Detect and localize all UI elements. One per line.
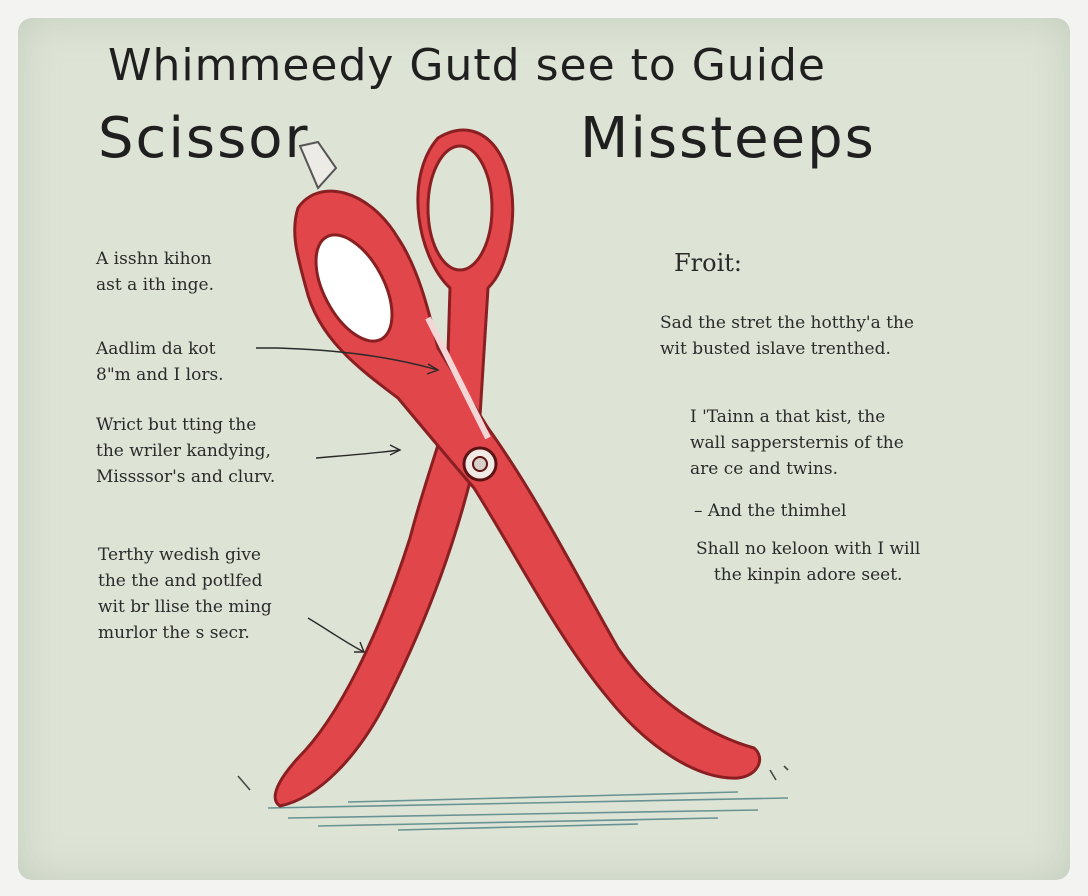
left-note-2-line2: 8"m and I lors. — [96, 365, 224, 385]
left-note-4-line1: Terthy wedish give — [98, 545, 261, 565]
page-title-line1: Whimmeedy Gutd see to Guide — [108, 40, 827, 91]
right-block-2-line3: are ce and twins. — [690, 459, 838, 479]
right-block-2-line1: I 'Tainn a that kist, the — [690, 407, 886, 427]
left-note-3 — [96, 412, 275, 490]
left-note-3-line1: Wrict but tting the — [96, 415, 257, 435]
right-block-1-line1: Sad the stret the hotthy'a the — [660, 313, 914, 333]
left-note-2 — [96, 336, 224, 388]
right-heading: Froit: — [674, 249, 742, 277]
left-note-4 — [98, 542, 272, 646]
right-dash-line: – And the thimhel — [694, 501, 847, 521]
left-note-2-line1: Aadlim da kot — [96, 339, 216, 359]
pivot-screw — [464, 448, 496, 480]
right-block-1-line2: wit busted islave trenthed. — [660, 339, 891, 359]
left-note-4-line3: wit br llise the ming — [98, 597, 272, 617]
right-block-3 — [696, 536, 920, 588]
left-note-1 — [96, 246, 214, 298]
right-block-2-line2: wall sappersternis of the — [690, 433, 904, 453]
left-note-4-line2: the the and potlfed — [98, 571, 263, 591]
right-block-1 — [660, 310, 914, 362]
page-title-missteeps: Missteeps — [580, 106, 876, 171]
left-note-3-line3: Missssor's and clurv. — [96, 467, 276, 487]
left-note-1-line2: ast a ith inge. — [96, 275, 214, 295]
illustration-page — [18, 18, 1070, 880]
left-note-1-line1: A isshn kihon — [96, 249, 212, 269]
page-title-scissor: Scissor — [98, 106, 310, 171]
right-block-3-line2: the kinpin adore seet. — [713, 565, 903, 585]
right-block-2 — [690, 404, 904, 482]
left-note-4-line4: murlor the s secr. — [98, 623, 250, 643]
left-note-3-line2: the wriler kandying, — [96, 441, 271, 461]
right-block-3-line1: Shall no keloon with I will — [696, 539, 921, 559]
